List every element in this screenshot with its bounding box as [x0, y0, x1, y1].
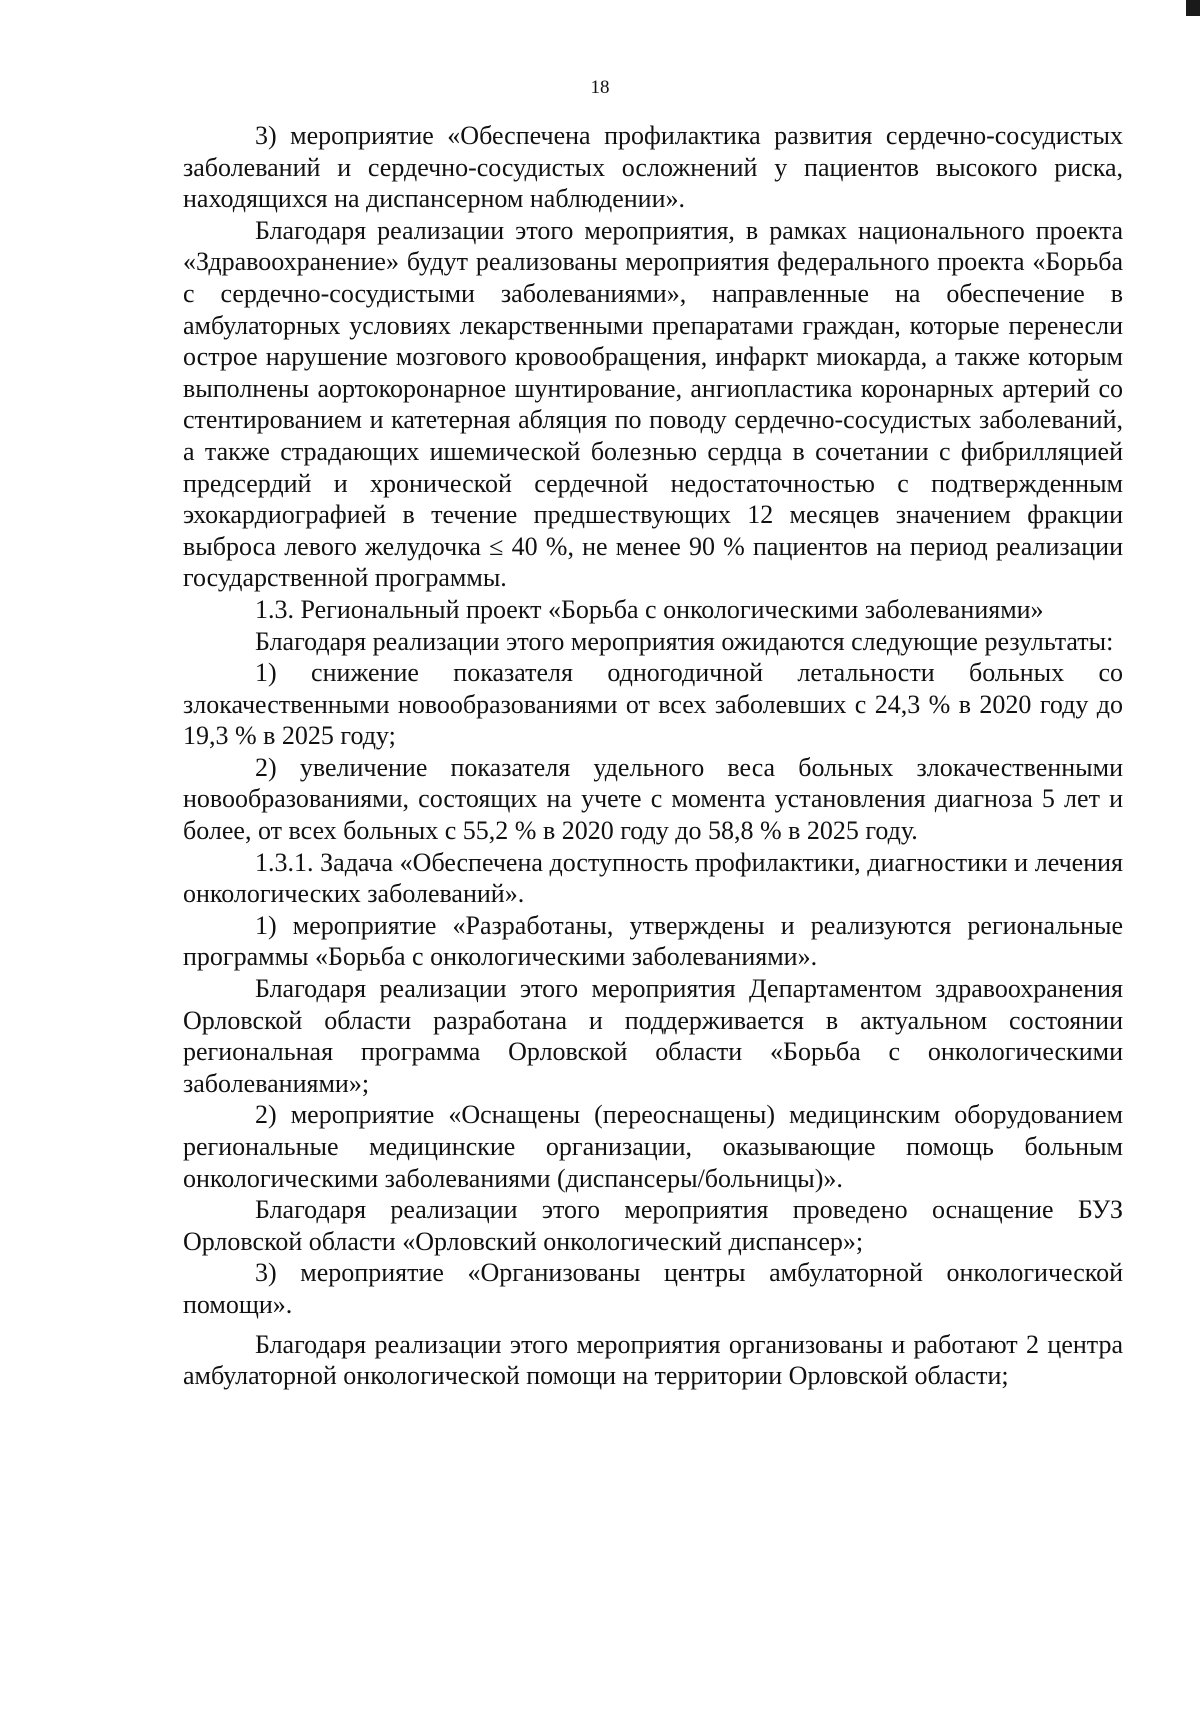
paragraph-measure-2-result: Благодаря реализации этого мероприятия проведено оснащение БУЗ Орловской области «Орловский онкологический диспансер»; [183, 1195, 1123, 1256]
paragraph-result-2: 2) увеличение показателя удельного веса больных злокачественными новообразованиями, состоящих на учете с момента установления диагноза 5 лет и более, от всех больных с 55,2 % в 2020 году до 58,8 % в 2025 году. [183, 752, 1123, 846]
section-heading-1-3-1: 1.3.1. Задача «Обеспечена доступность профилактики, диагностики и лечения онкологических заболеваний». [183, 847, 1123, 909]
document-body [183, 120, 1123, 1392]
scan-corner-mark [1186, 0, 1200, 16]
paragraph-cardio-results: Благодаря реализации этого мероприятия, в рамках национального проекта «Здравоохранение» будут реализованы мероприятия федерального проекта «Борьба с сердечно-сосудистыми заболеваниями», направленные на обеспечение в амбулаторных условиях лекарственными препаратами граждан, которые перенесли острое нарушение мозгового кровообращения, инфаркт миокарда, а также которым выполнены аортокоронарное шунтирование, ангиопластика коронарных артерий со стентированием и катетерная абляция по поводу сердечно-сосудистых заболеваний, а также страдающих ишемической болезнью сердца в сочетании с фибрилляцией предсердий и хронической сердечной недостаточностью с подтвержденным эхокардиографией в течение предшествующих 12 месяцев значением фракции выброса левого желудочка ≤ 40 %, не менее 90 % пациентов на период реализации государственной программы. [183, 215, 1123, 593]
section-heading-1-3: 1.3. Региональный проект «Борьба с онкологическими заболеваниями» [255, 594, 1044, 624]
paragraph-measure-1-result: Благодаря реализации этого мероприятия Департаментом здравоохранения Орловской области разработана и поддерживается в актуальном состоянии региональная программа Орловской области «Борьба с онкологическими заболеваниями»; [183, 974, 1123, 1098]
paragraph-measure-2-onco: 2) мероприятие «Оснащены (переоснащены) медицинским оборудованием региональные медицинские организации, оказывающие помощь больным онкологическими заболеваниями (диспансеры/больницы)». [183, 1100, 1123, 1193]
page-number: 18 [590, 77, 610, 98]
paragraph-measure-3-cardio: 3) мероприятие «Обеспечена профилактика развития сердечно-сосудистых заболеваний и сердечно-сосудистых осложнений у пациентов высокого риска, находящихся на диспансерном наблюдении». [183, 121, 1123, 214]
paragraph-measure-3-onco: 3) мероприятие «Организованы центры амбулаторной онкологической помощи». [183, 1258, 1123, 1319]
paragraph-result-1: 1) снижение показателя одногодичной летальности больных со злокачественными новообразованиями от всех заболевших с 24,3 % в 2020 году до 19,3 % в 2025 году; [183, 658, 1123, 751]
paragraph-measure-3-result: Благодаря реализации этого мероприятия организованы и работают 2 центра амбулаторной онкологической помощи на территории Орловской области; [183, 1329, 1123, 1391]
paragraph-expected-results: Благодаря реализации этого мероприятия ожидаются следующие результаты: [255, 626, 1114, 656]
paragraph-measure-1-onco: 1) мероприятие «Разработаны, утверждены и реализуются региональные программы «Борьба с онкологическими заболеваниями». [183, 910, 1123, 972]
